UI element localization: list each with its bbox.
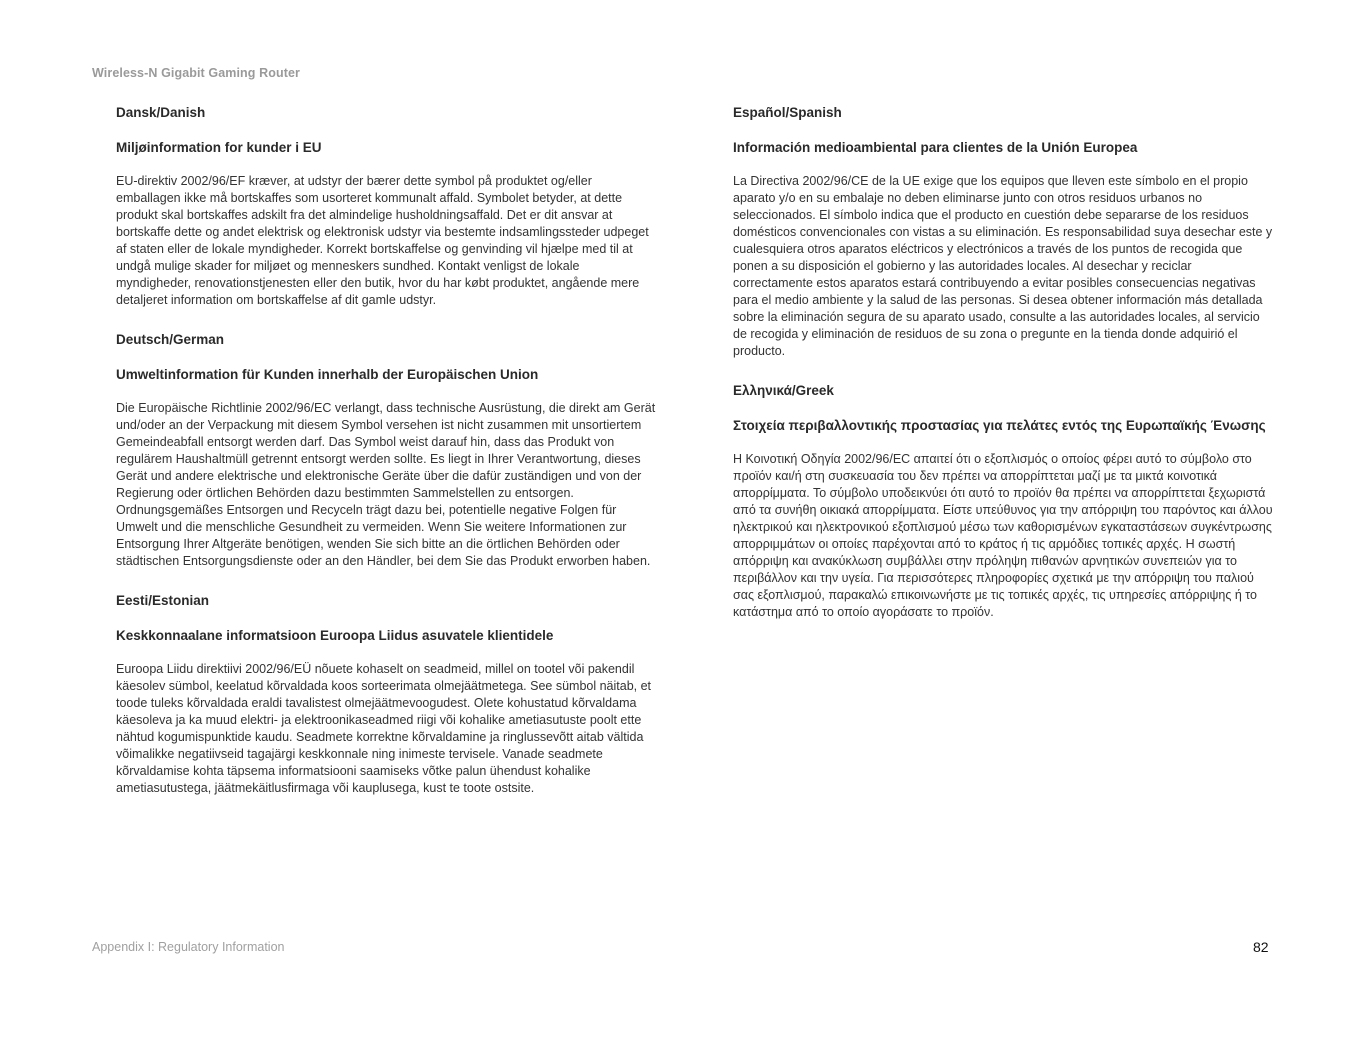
section-body: Η Κοινοτική Οδηγία 2002/96/EC απαιτεί ότι ο εξοπλισμός ο οποίος φέρει αυτό το σύμβολο στο προϊόν και/ή στη συσκευασία του δεν πρέπει να απορρίπτεται μαζί με τα μικτά κοινοτικά απορρίμματα. Το σύμβολο υποδεικνύει ότι αυτό το προϊόν θα πρέπει να απορρίπτεται ξεχωριστά από τα συνήθη οικιακά απορρίμματα. Είστε υπεύθυνος για την απόρριψη του παρόντος και άλλου ηλεκτρικού και ηλεκτρονικού εξοπλισμού μέσω των καθορισμένων εγκαταστάσεων συγκέντρωσης απορριμμάτων οι οποίες παρέχονται από το κράτος ή τις αρμόδιες τοπικές αρχές. Η σωστή απόρριψη και ανακύκλωση συμβάλλει στην πρόληψη πιθανών αρνητικών συνεπειών για το περιβάλλον και την υγεία. Για περισσότερες πληροφορίες σχετικά με την απόρριψη του παλιού σας εξοπλισμού, παρακαλώ επικοινωνήστε με τις τοπικές αρχές, τις υπηρεσίες απόρριψης ή το κατάστημα από το οποίο αγοράσατε το προϊόν.	[733, 452, 1273, 619]
section-subtitle: Στοιχεία περιβαλλοντικής προστασίας για πελάτες εντός της Ευρωπαϊκής Ένωσης	[733, 418, 1266, 433]
language-heading: Eesti/Estonian	[116, 593, 210, 608]
language-heading: Ελληνικά/Greek	[733, 383, 834, 398]
section-subtitle: Umweltinformation für Kunden innerhalb der Europäischen Union	[116, 367, 539, 382]
section-estonian	[116, 592, 656, 797]
section-greek	[733, 382, 1273, 621]
section-german	[116, 331, 656, 570]
section-danish	[116, 104, 656, 309]
language-heading: Deutsch/German	[116, 332, 225, 347]
section-subtitle: Miljøinformation for kunder i EU	[116, 140, 322, 155]
page-number: 82	[1253, 939, 1269, 955]
section-body: Euroopa Liidu direktiivi 2002/96/EÜ nõuete kohaselt on seadmeid, millel on tootel või pakendil käesolev sümbol, keelatud kõrvaldada koos sorteerimata olmejäätmetega. See sümbol näitab, et toode tuleks kõrvaldada eraldi tavalistest olmejäätmevoogudest. Olete kohustatud kõrvaldama käesoleva ja ka muud elektri- ja elektroonikaseadmed riigi või kohalike ametiasutuste poolt ette nähtud kogumispunktide kaudu. Seadmete korrektne kõrvaldamine ja ringlussevõtt aitab vältida võimalikke negatiivseid tagajärgi keskkonnale ning inimeste tervisele. Vanade seadmete kõrvaldamise kohta täpsema informatsiooni saamiseks võtke palun ühendust kohalike ametiasutustega, jäätmekäitlusfirmaga või kauplusega, kust te toote ostsite.	[116, 662, 652, 795]
section-subtitle: Keskkonnaalane informatsioon Euroopa Liidus asuvatele klientidele	[116, 628, 554, 643]
section-body: La Directiva 2002/96/CE de la UE exige que los equipos que lleven este símbolo en el propio aparato y/o en su embalaje no deben eliminarse junto con otros residuos urbanos no seleccionados. El símbolo indica que el producto en cuestión debe separarse de los residuos domésticos convencionales con vistas a su eliminación. Es responsabilidad suya desechar este y cualesquiera otros aparatos eléctricos y electrónicos a través de los puntos de recogida que ponen a su disposición el gobierno y las autoridades locales. Al desechar y reciclar correctamente estos aparatos estará contribuyendo a evitar posibles consecuencias negativas para el medio ambiente y la salud de las personas. Si desea obtener información más detallada sobre la eliminación segura de su aparato usado, consulte a las autoridades locales, al servicio de recogida y eliminación de residuos de su zona o pregunte en la tienda donde adquirió el producto.	[733, 174, 1273, 358]
right-column	[733, 104, 1273, 643]
language-heading: Español/Spanish	[733, 105, 842, 120]
section-subtitle: Información medioambiental para clientes de la Unión Europea	[733, 140, 1138, 155]
footer-section-title: Appendix I: Regulatory Information	[92, 940, 285, 954]
running-header: Wireless-N Gigabit Gaming Router	[92, 66, 300, 80]
section-body: Die Europäische Richtlinie 2002/96/EC verlangt, dass technische Ausrüstung, die direkt am Gerät und/oder an der Verpackung mit diesem Symbol versehen ist nicht zusammen mit unsortiertem Gemeindeabfall entsorgt werden darf. Das Symbol weist darauf hin, dass das Produkt von regulärem Haushaltmüll getrennt entsorgt werden sollte. Es liegt in Ihrer Verantwortung, dieses Gerät und andere elektrische und elektronische Geräte über die dafür zuständigen und von der Regierung oder örtlichen Behörden dazu bestimmten Sammelstellen zu entsorgen. Ordnungsgemäßes Entsorgen und Recyceln trägt dazu bei, potentielle negative Folgen für Umwelt und die menschliche Gesundheit zu vermeiden. Wenn Sie weitere Informationen zur Entsorgung Ihrer Altgeräte benötigen, wenden Sie sich bitte an die örtlichen Behörden oder städtischen Entsorgungsdienste oder an den Händler, bei dem Sie das Produkt erworben haben.	[116, 401, 656, 568]
section-spanish	[733, 104, 1273, 360]
left-column	[116, 104, 656, 819]
section-body: EU-direktiv 2002/96/EF kræver, at udstyr der bærer dette symbol på produktet og/eller emballagen ikke må bortskaffes som usorteret kommunalt affald. Symbolet betyder, at dette produkt skal bortskaffes adskilt fra det almindelige husholdningsaffald. Det er dit ansvar at bortskaffe dette og andet elektrisk og elektronisk udstyr via bestemte indsamlingssteder udpeget af staten eller de lokale myndigheder. Korrekt bortskaffelse og genvinding vil hjælpe med til at undgå mulige skader for miljøet og menneskers sundhed. Kontakt venligst de lokale myndigheder, renovationstjenesten eller den butik, hvor du har købt produktet, angående mere detaljeret information om bortskaffelse af dit gamle udstyr.	[116, 174, 649, 307]
language-heading: Dansk/Danish	[116, 105, 206, 120]
